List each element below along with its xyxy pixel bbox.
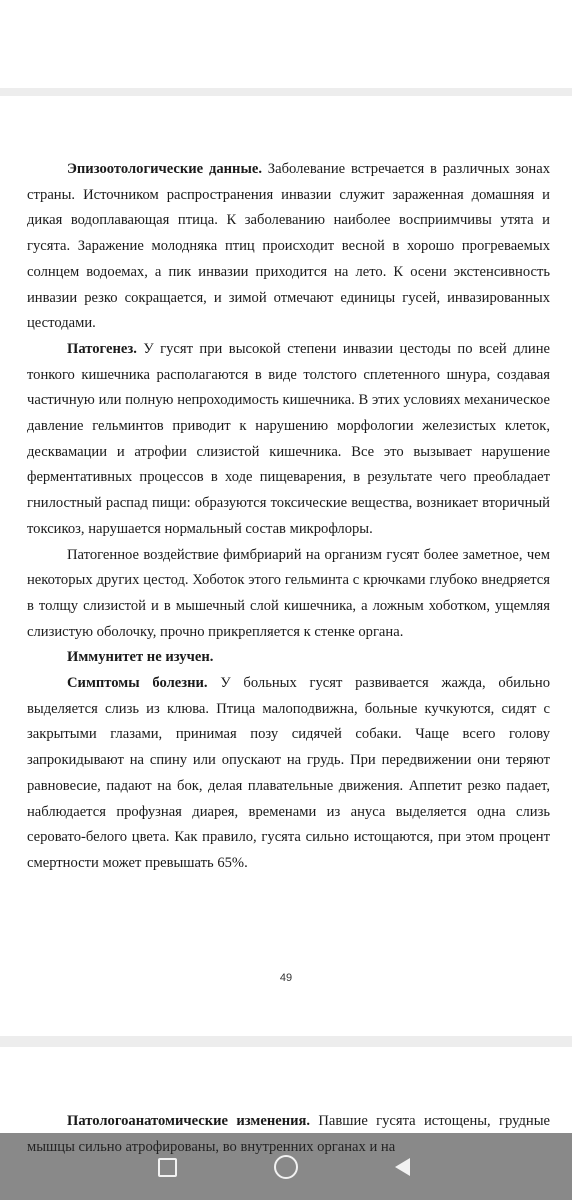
paragraph-pathogenic-effect [27, 543, 550, 646]
system-navigation-bar [0, 1133, 572, 1200]
paragraph-body: Заболевание встречается в различных зонах страны. Источником распространения инвазии служит зараженная домашняя и дикая водоплавающая птица. К заболеванию наиболее восприимчивы утята и гусята. Заражение молодняка птиц происходит весной в хорошо прогреваемых солнцем водоемах, а пик инвазии приходится на лето. К осени экстенсивность инвазии резко сокращается, и зимой отмечают единицы гусей, инвазированных цестодами. [27, 161, 550, 332]
previous-page-bottom [0, 0, 572, 88]
paragraph-epizootology [27, 157, 550, 337]
page-number: 49 [279, 972, 293, 984]
paragraph-pathogenesis [27, 337, 550, 543]
page-text [27, 157, 550, 877]
recent-apps-icon [158, 1158, 177, 1177]
home-icon [274, 1155, 298, 1179]
paragraph-heading: Эпизоотологические данные. [67, 161, 262, 177]
paragraph-symptoms [27, 671, 550, 877]
paragraph-body: У больных гусят развивается жажда, обильно выделяется слизь из клюва. Птица малоподвижна, больные кучкуются, сидят с закрытыми глазами, принимая позу сидячей собаки. Чаще всего голову запрокидывают на спину или опускают на грудь. При передвижении они теряют равновесие, падают на бок, делая плавательные движения. Аппетит резко падает, наблюдается профузная диарея, временами из ануса выделяется одна слизь серовато-белого цвета. Как правило, гусята сильно истощаются, при этом процент смертности может превышать 65%. [27, 675, 550, 871]
page [0, 96, 572, 1036]
paragraph-immunity [27, 645, 550, 671]
back-icon [395, 1158, 410, 1176]
paragraph-heading: Симптомы болезни. [67, 675, 208, 692]
paragraph-heading: Иммунитет не изучен. [67, 649, 214, 666]
paragraph-body: Павшие гусята истощены, грудные [318, 1113, 551, 1129]
paragraph-body: У гусят при высокой степени инвазии цестоды по всей длине тонкого кишечника располагаются в виде толстого сплетенного шнура, создавая частичную или полную непроходимость кишечника. В этих условиях механическое давление гельминтов приводит к нарушению морфологии железистых клеток, десквамации и атрофии слизистой кишечника. Все это вызывает нарушение ферментативных процессов в ходе пищеварения, в результате чего преобладает гнилостный распад пищи: образуются токсические вещества, возникает вторичный токсикоз, нарушается нормальный состав микрофлоры. [27, 340, 550, 537]
paragraph-heading: Патологоанатомические изменения. [67, 1113, 311, 1129]
back-button[interactable] [386, 1151, 418, 1183]
paragraph-body: Патогенное воздействие фимбриарий на организм гусят более заметное, чем некоторых других цестод. Хоботок этого гельминта с крючками глубоко внедряется в толщу слизистой и в мышечный слой кишечника, а ложным хоботком, ущемляя слизистую оболочку, прочно прикрепляется к стенке органа. [27, 546, 550, 640]
paragraph-heading: Патогенез. [67, 340, 137, 357]
home-button[interactable] [270, 1151, 302, 1183]
recent-apps-button[interactable] [151, 1151, 183, 1183]
